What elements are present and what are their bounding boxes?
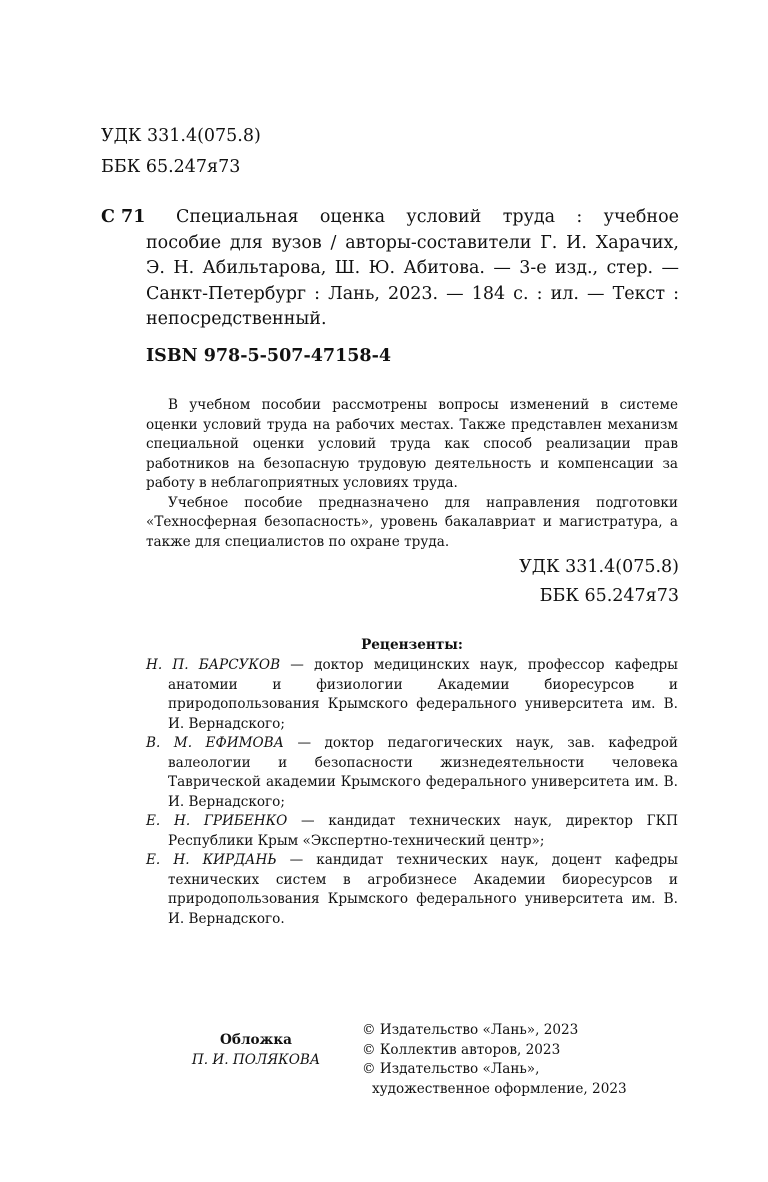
- reviewer-entry: [146, 851, 678, 929]
- reviewers-list: [146, 656, 678, 929]
- isbn: ISBN 978-5-507-47158-4: [146, 346, 392, 366]
- annotation-paragraph: В учебном пособии рассмотрены вопросы изменений в системе оценки условий труда на рабочих местах. Также представлен механизм специальной оценки условий труда как способ реализации прав работников на безопасную трудовую деятельность и компенсации за работу в неблагоприятных условиях труда.: [146, 397, 678, 491]
- bibliographic-description: Специальная оценка условий труда : учебное пособие для вузов / авторы-составители Г. И. Харачих, Э. Н. Абильтарова, Ш. Ю. Абитова. — 3-е изд., стер. — Санкт-Петербург : Лань, 2023. — 184 с. : ил. — Текст : непосредственный.: [146, 207, 679, 329]
- copyright-continuation: художественное оформление, 2023: [372, 1080, 627, 1097]
- reviewer-description: — кандидат технических наук, доцент кафедры технических систем в агробизнесе Академии биоресурсов и природопользования Крымского федерального университета им. В. И. Вернадского.: [168, 852, 678, 927]
- reviewer-name: В. М. ЕФИМОВА: [146, 735, 284, 751]
- reviewer-entry: [146, 656, 678, 734]
- annotation-paragraph: Учебное пособие предназначено для направления подготовки «Техносферная безопасность», уровень бакалавриат и магистратура, а также для специалистов по охране труда.: [146, 494, 678, 550]
- cover-label: Обложка: [220, 1032, 292, 1048]
- reviewer-description: — кандидат технических наук, директор ГКП Республики Крым «Экспертно-технический центр»;: [168, 813, 678, 849]
- reviewer-name: Е. Н. ГРИБЕНКО: [146, 813, 288, 829]
- udk-code: УДК 331.4(075.8): [101, 126, 261, 146]
- cover-designer: П. И. ПОЛЯКОВА: [191, 1052, 321, 1068]
- copyright-list: [362, 1021, 627, 1099]
- bbk-code: ББК 65.247я73: [101, 157, 241, 177]
- reviewers-heading: Рецензенты:: [361, 637, 463, 653]
- bbk-code-right: ББК 65.247я73: [539, 586, 679, 606]
- reviewer-description: — доктор медицинских наук, профессор кафедры анатомии и физиологии Академии биоресурсов и природопользования Крымского федерального университета им. В. И. Вернадского;: [168, 657, 678, 732]
- reviewer-entry: [146, 812, 678, 851]
- copyright-line: © Издательство «Лань», 2023: [362, 1022, 579, 1038]
- author-mark: С 71: [101, 207, 146, 227]
- copyright-line: © Издательство «Лань»,: [362, 1061, 540, 1077]
- reviewer-description: — доктор педагогических наук, зав. кафедрой валеологии и безопасности жизнедеятельности человека Таврической академии Крымского федерального университета им. В. И. Вернадского;: [168, 735, 678, 810]
- reviewer-entry: [146, 734, 678, 812]
- reviewer-name: Е. Н. КИРДАНЬ: [146, 852, 277, 868]
- reviewer-name: Н. П. БАРСУКОВ: [146, 657, 281, 673]
- copyright-line: © Коллектив авторов, 2023: [362, 1041, 561, 1058]
- annotation: [146, 396, 678, 552]
- udk-code-right: УДК 331.4(075.8): [519, 557, 679, 577]
